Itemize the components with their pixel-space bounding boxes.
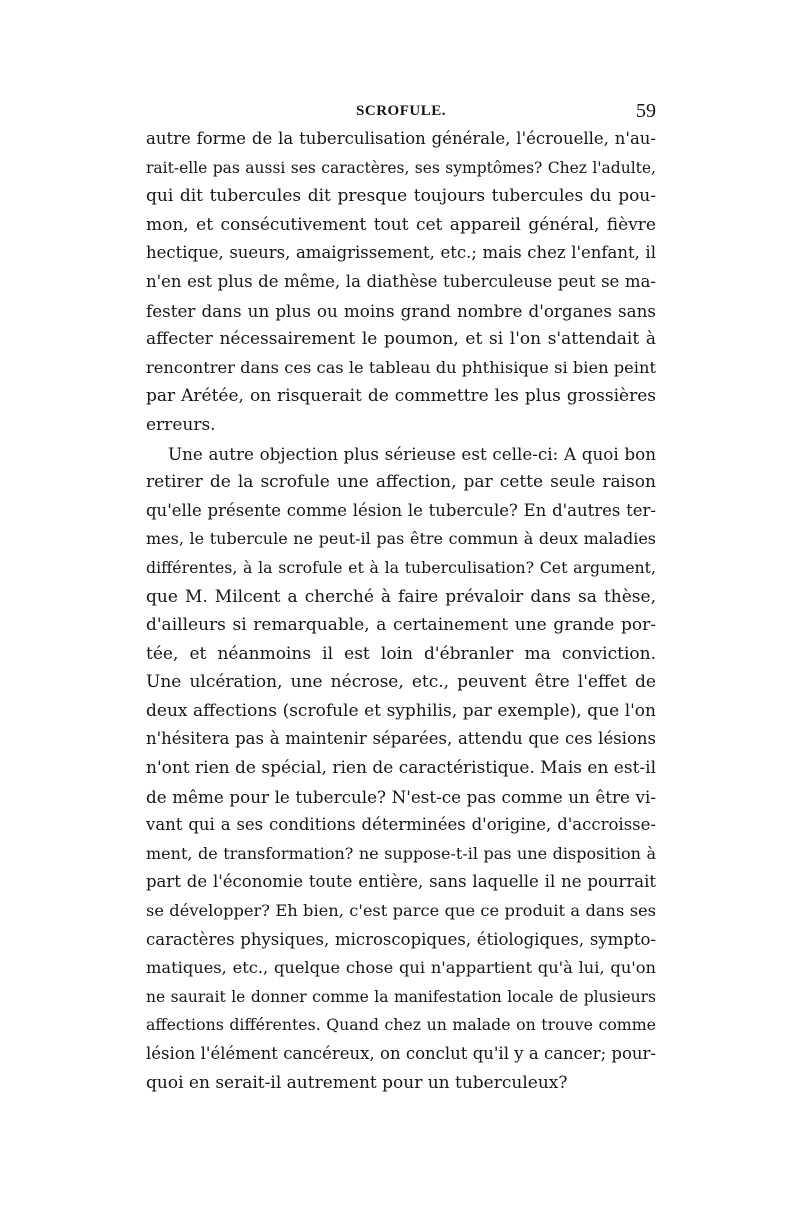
text-line: caractères physiques, microscopiques, étiologiques, sympto- <box>146 929 656 949</box>
text-line: autre forme de la tuberculisation générale, l'écrouelle, n'au- <box>146 129 656 148</box>
text-line: rencontrer dans ces cas le tableau du phthisique si bien peint <box>146 357 656 377</box>
running-title: SCROFULE. <box>356 103 446 119</box>
text-line: hectique, sueurs, amaigrissement, etc.; mais chez l'enfant, il <box>146 243 656 263</box>
text-line: affections différentes. Quand chez un malade on trouve comme <box>146 1015 656 1035</box>
paragraph-start-line: Une autre objection plus sérieuse est celle-ci: A quoi bon <box>168 443 656 464</box>
text-line: affecter nécessairement le poumon, et si l'on s'attendait à <box>146 329 656 350</box>
text-line: fester dans un plus ou moins grand nombre d'organes sans <box>146 300 656 321</box>
text-line: part de l'économie toute entière, sans laquelle il ne pourrait <box>146 872 656 892</box>
text-line: par Arétée, on risquerait de commettre les plus grossières <box>146 386 656 407</box>
text-line: matiques, etc., quelque chose qui n'appartient qu'à lui, qu'on <box>146 958 656 978</box>
running-head <box>146 100 656 124</box>
text-line: de même pour le tubercule? N'est-ce pas comme un être vi- <box>146 786 656 807</box>
page-number: 59 <box>636 100 656 122</box>
text-line: n'hésitera pas à maintenir séparées, attendu que ces lésions <box>146 729 656 749</box>
paragraph-end-line: quoi en serait-il autrement pour un tuberculeux? <box>146 1072 568 1093</box>
text-line: deux affections (scrofule et syphilis, par exemple), que l'on <box>146 700 656 721</box>
text-line: que M. Milcent a cherché à faire prévaloir dans sa thèse, <box>146 586 656 607</box>
text-line: ment, de transformation? ne suppose-t-il pas une disposition à <box>146 843 656 863</box>
text-line: qui dit tubercules dit presque toujours tubercules du pou- <box>146 186 656 207</box>
text-line: se développer? Eh bien, c'est parce que ce produit a dans ses <box>146 901 656 921</box>
text-line: lésion l'élément cancéreux, on conclut qu'il y a cancer; pour- <box>146 1044 656 1063</box>
text-line: tée, et néanmoins il est loin d'ébranler ma conviction. <box>146 643 656 664</box>
text-line: mes, le tubercule ne peut-il pas être commun à deux maladies <box>146 529 656 549</box>
text-line: vant qui a ses conditions déterminées d'origine, d'accroisse- <box>146 815 656 835</box>
text-line: Une ulcération, une nécrose, etc., peuvent être l'effet de <box>146 672 656 693</box>
text-line: retirer de la scrofule une affection, par cette seule raison <box>146 472 656 493</box>
text-line: différentes, à la scrofule et à la tuberculisation? Cet argument, <box>146 557 656 577</box>
text-line: d'ailleurs si remarquable, a certainement une grande por- <box>146 615 656 636</box>
body-text <box>146 125 656 1097</box>
text-line: qu'elle présente comme lésion le tubercule? En d'autres ter- <box>146 500 656 520</box>
text-line: n'en est plus de même, la diathèse tuberculeuse peut se ma- <box>146 271 656 291</box>
text-line: rait-elle pas aussi ses caractères, ses symptômes? Chez l'adulte, <box>146 158 656 177</box>
text-line: ne saurait le donner comme la manifestation locale de plusieurs <box>146 987 656 1006</box>
text-line: mon, et consécutivement tout cet appareil général, fièvre <box>146 214 656 235</box>
text-line: n'ont rien de spécial, rien de caractéristique. Mais en est-il <box>146 758 657 779</box>
paragraph-end-line: erreurs. <box>146 414 216 435</box>
